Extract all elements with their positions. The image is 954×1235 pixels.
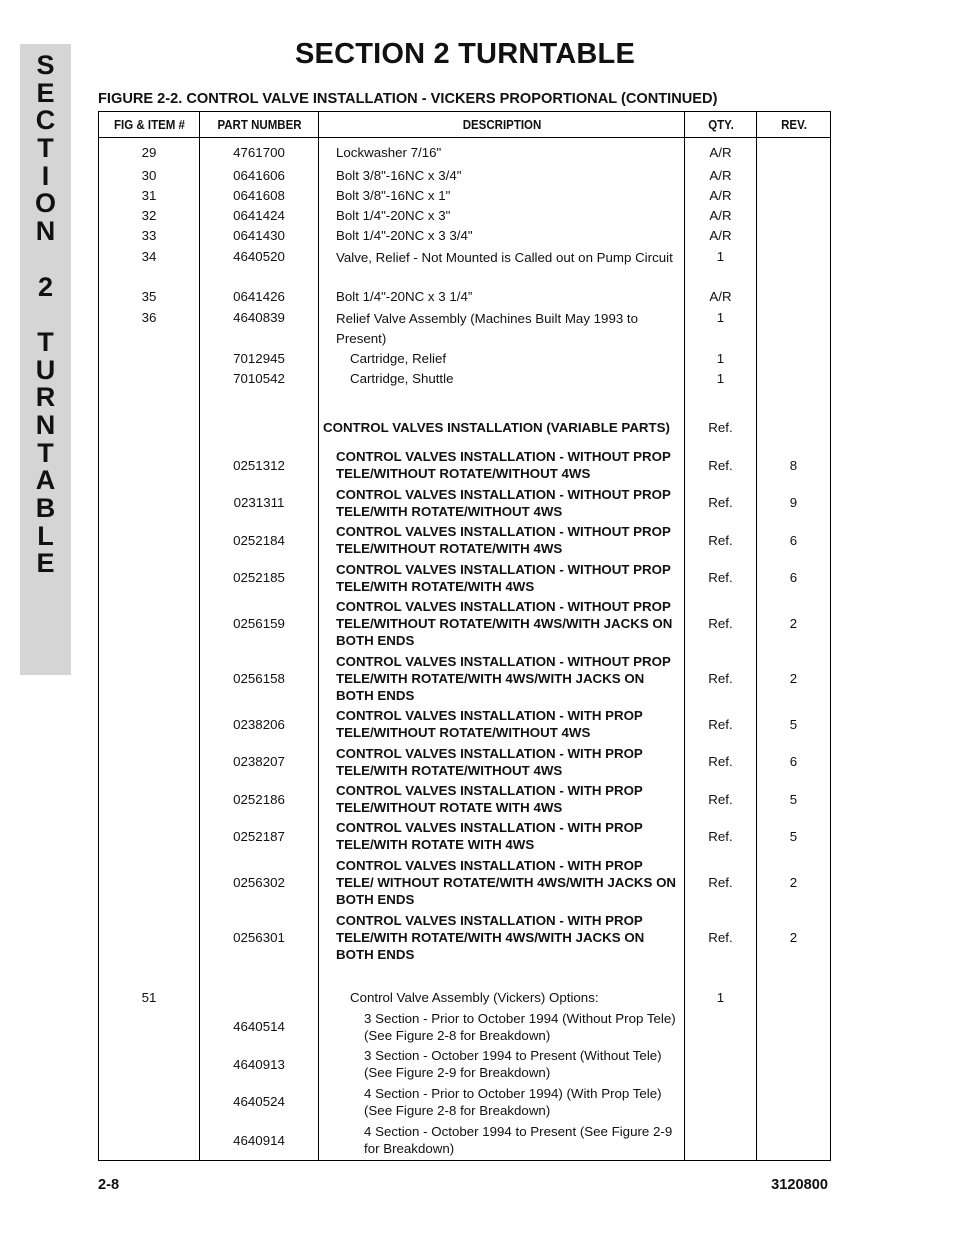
table-row: [99, 743, 831, 781]
cell-description: CONTROL VALVES INSTALLATION - WITH PROP TELE/WITHOUT ROTATE WITH 4WS: [319, 781, 685, 818]
cell-part-number: [200, 965, 319, 1008]
table-row: [99, 307, 831, 349]
cell-qty: Ref.: [685, 447, 757, 484]
cell-part-number: 7010542: [200, 369, 319, 389]
header-description: DESCRIPTION: [333, 112, 670, 138]
cell-fig: [99, 1083, 200, 1121]
side-letter: N: [35, 216, 56, 247]
cell-fig: 32: [99, 206, 200, 226]
cell-qty: [685, 1008, 757, 1046]
side-letter: N: [35, 409, 56, 440]
cell-description: CONTROL VALVES INSTALLATION - WITH PROP TELE/WITH ROTATE/WITH 4WS/WITH JACKS ON BOTH ENDS: [319, 910, 685, 965]
cell-fig: [99, 910, 200, 965]
cell-rev: 2: [757, 651, 831, 706]
cell-rev: [757, 307, 831, 349]
cell-qty: Ref.: [685, 743, 757, 781]
cell-description: CONTROL VALVES INSTALLATION - WITHOUT PROP TELE/WITH ROTATE/WITHOUT 4WS: [319, 484, 685, 522]
parts-table: [98, 111, 831, 1161]
cell-qty: Ref.: [685, 597, 757, 651]
side-letter: B: [35, 493, 56, 523]
cell-fig: [99, 484, 200, 522]
side-letter: O: [34, 188, 56, 219]
cell-part-number: [200, 389, 319, 447]
cell-qty: Ref.: [685, 706, 757, 743]
cell-description: Bolt 1/4"-20NC x 3": [319, 206, 685, 226]
side-letter: T: [37, 133, 54, 164]
cell-rev: 5: [757, 818, 831, 855]
cell-description: Bolt 3/8"-16NC x 3/4": [319, 166, 685, 186]
cell-description: Cartridge, Shuttle: [319, 369, 685, 389]
table-row: [99, 389, 831, 447]
cell-rev: 6: [757, 522, 831, 559]
cell-description: CONTROL VALVES INSTALLATION - WITHOUT PROP TELE/WITH ROTATE/WITH 4WS: [319, 559, 685, 597]
side-letter: 2: [37, 271, 54, 302]
cell-fig: 29: [99, 138, 200, 166]
table-row: [99, 186, 831, 206]
cell-rev: [757, 287, 831, 307]
cell-description: CONTROL VALVES INSTALLATION - WITH PROP TELE/ WITHOUT ROTATE/WITH 4WS/WITH JACKS ON BOTH ENDS: [319, 855, 685, 910]
cell-qty: A/R: [685, 206, 757, 226]
table-row: [99, 522, 831, 559]
side-letter: E: [36, 77, 55, 108]
cell-description: CONTROL VALVES INSTALLATION - WITHOUT PROP TELE/WITHOUT ROTATE/WITHOUT 4WS: [319, 447, 685, 484]
cell-description: Bolt 1/4"-20NC x 3 3/4": [319, 226, 685, 246]
cell-part-number: 0256301: [200, 910, 319, 965]
side-letter: L: [37, 520, 54, 551]
cell-description: Bolt 1/4"-20NC x 3 1/4”: [319, 287, 685, 307]
cell-qty: 1: [685, 349, 757, 369]
table-row: [99, 226, 831, 246]
table-row: [99, 246, 831, 287]
cell-qty: A/R: [685, 287, 757, 307]
cell-fig: [99, 855, 200, 910]
cell-description: 4 Section - Prior to October 1994) (With Prop Tele) (See Figure 2-8 for Breakdown): [319, 1083, 685, 1121]
side-letter: T: [37, 437, 54, 468]
cell-qty: [685, 1046, 757, 1083]
cell-fig: 35: [99, 287, 200, 307]
cell-part-number: 4640520: [200, 246, 319, 287]
cell-rev: 8: [757, 447, 831, 484]
cell-qty: 1: [685, 307, 757, 349]
header-qty: QTY.: [687, 112, 753, 138]
cell-qty: Ref.: [685, 781, 757, 818]
cell-part-number: 4640524: [200, 1083, 319, 1121]
cell-fig: 36: [99, 307, 200, 349]
table-row: [99, 447, 831, 484]
cell-rev: [757, 369, 831, 389]
cell-rev: [757, 206, 831, 226]
cell-rev: 5: [757, 706, 831, 743]
cell-fig: [99, 389, 200, 447]
cell-part-number: 4640914: [200, 1121, 319, 1161]
cell-part-number: 0641606: [200, 166, 319, 186]
cell-fig: [99, 818, 200, 855]
cell-qty: Ref.: [685, 522, 757, 559]
side-letter: S: [36, 50, 55, 80]
cell-rev: [757, 1046, 831, 1083]
cell-rev: [757, 186, 831, 206]
cell-fig: [99, 559, 200, 597]
cell-description: CONTROL VALVES INSTALLATION - WITHOUT PROP TELE/WITHOUT ROTATE/WITH 4WS/WITH JACKS ON BOTH ENDS: [319, 597, 685, 651]
side-letter: C: [35, 105, 56, 136]
cell-rev: [757, 1121, 831, 1161]
cell-description: 3 Section - October 1994 to Present (Without Tele) (See Figure 2-9 for Breakdown): [319, 1046, 685, 1083]
table-row: [99, 910, 831, 965]
table-row: [99, 138, 831, 166]
table-row: [99, 484, 831, 522]
table-row: [99, 1121, 831, 1161]
cell-qty: Ref.: [685, 559, 757, 597]
side-letter: I: [41, 160, 50, 191]
cell-rev: 6: [757, 743, 831, 781]
cell-rev: 2: [757, 597, 831, 651]
cell-part-number: 0252187: [200, 818, 319, 855]
table-row: [99, 781, 831, 818]
cell-qty: A/R: [685, 226, 757, 246]
cell-part-number: 4761700: [200, 138, 319, 166]
cell-qty: A/R: [685, 138, 757, 166]
cell-fig: [99, 447, 200, 484]
cell-fig: [99, 781, 200, 818]
cell-part-number: 0231311: [200, 484, 319, 522]
cell-rev: 6: [757, 559, 831, 597]
cell-part-number: 0641426: [200, 287, 319, 307]
cell-qty: 1: [685, 246, 757, 287]
table-row: [99, 1083, 831, 1121]
cell-fig: 51: [99, 965, 200, 1008]
cell-description: CONTROL VALVES INSTALLATION - WITH PROP TELE/WITH ROTATE/WITHOUT 4WS: [319, 743, 685, 781]
cell-description: CONTROL VALVES INSTALLATION - WITH PROP TELE/WITHOUT ROTATE/WITHOUT 4WS: [319, 706, 685, 743]
header-part-number: PART NUMBER: [204, 112, 313, 138]
cell-description: CONTROL VALVES INSTALLATION (VARIABLE PARTS): [319, 389, 685, 447]
cell-rev: [757, 389, 831, 447]
cell-description: Lockwasher 7/16": [319, 138, 685, 166]
table-row: [99, 965, 831, 1008]
cell-description: Bolt 3/8"-16NC x 1": [319, 186, 685, 206]
cell-rev: [757, 166, 831, 186]
table-row: [99, 855, 831, 910]
cell-rev: [757, 138, 831, 166]
cell-rev: 9: [757, 484, 831, 522]
table-row: [99, 349, 831, 369]
cell-rev: [757, 226, 831, 246]
cell-part-number: 0238207: [200, 743, 319, 781]
cell-description: CONTROL VALVES INSTALLATION - WITH PROP TELE/WITH ROTATE WITH 4WS: [319, 818, 685, 855]
cell-fig: 30: [99, 166, 200, 186]
cell-qty: Ref.: [685, 651, 757, 706]
cell-fig: [99, 349, 200, 369]
cell-qty: Ref.: [685, 855, 757, 910]
cell-part-number: 0256158: [200, 651, 319, 706]
figure-title: FIGURE 2-2. CONTROL VALVE INSTALLATION - VICKERS PROPORTIONAL (CONTINUED): [98, 91, 718, 107]
side-letter: U: [35, 354, 56, 385]
cell-part-number: 0252184: [200, 522, 319, 559]
cell-description: 4 Section - October 1994 to Present (See Figure 2-9 for Breakdown): [319, 1121, 685, 1161]
cell-part-number: 4640514: [200, 1008, 319, 1046]
cell-rev: 2: [757, 910, 831, 965]
header-fig-item: FIG & ITEM #: [103, 112, 196, 138]
table-row: [99, 1008, 831, 1046]
cell-fig: [99, 651, 200, 706]
side-tab-letters: [20, 52, 71, 578]
cell-part-number: 0256302: [200, 855, 319, 910]
table-row: [99, 206, 831, 226]
section-side-tab: [20, 44, 71, 675]
table-row: [99, 369, 831, 389]
cell-part-number: 4640913: [200, 1046, 319, 1083]
table-row: [99, 651, 831, 706]
cell-part-number: 0256159: [200, 597, 319, 651]
side-letter: T: [37, 326, 54, 357]
cell-qty: Ref.: [685, 818, 757, 855]
cell-rev: [757, 1083, 831, 1121]
cell-part-number: 0252186: [200, 781, 319, 818]
cell-part-number: 7012945: [200, 349, 319, 369]
cell-fig: [99, 1121, 200, 1161]
cell-fig: [99, 597, 200, 651]
side-letter: R: [35, 382, 56, 413]
cell-fig: 31: [99, 186, 200, 206]
cell-rev: [757, 1008, 831, 1046]
cell-part-number: 0641424: [200, 206, 319, 226]
cell-qty: Ref.: [685, 389, 757, 447]
cell-qty: [685, 1121, 757, 1161]
cell-description: Relief Valve Assembly (Machines Built May 1993 to Present): [319, 307, 685, 349]
table-row: [99, 287, 831, 307]
table-row: [99, 166, 831, 186]
cell-qty: A/R: [685, 186, 757, 206]
cell-part-number: 4640839: [200, 307, 319, 349]
cell-fig: [99, 1046, 200, 1083]
document-number: 3120800: [771, 1177, 828, 1193]
table-header-row: [99, 112, 831, 138]
cell-fig: 33: [99, 226, 200, 246]
cell-rev: [757, 246, 831, 287]
cell-part-number: 0641608: [200, 186, 319, 206]
table-row: [99, 597, 831, 651]
cell-description: 3 Section - Prior to October 1994 (Without Prop Tele) (See Figure 2-8 for Breakdown): [319, 1008, 685, 1046]
cell-description: CONTROL VALVES INSTALLATION - WITHOUT PROP TELE/WITHOUT ROTATE/WITH 4WS: [319, 522, 685, 559]
cell-part-number: 0641430: [200, 226, 319, 246]
cell-fig: [99, 706, 200, 743]
header-rev: REV.: [759, 112, 827, 138]
cell-fig: [99, 1008, 200, 1046]
table-row: [99, 1046, 831, 1083]
cell-description: Cartridge, Relief: [319, 349, 685, 369]
cell-fig: 34: [99, 246, 200, 287]
side-letter: A: [35, 465, 56, 496]
cell-fig: [99, 369, 200, 389]
table-row: [99, 559, 831, 597]
cell-qty: 1: [685, 369, 757, 389]
cell-fig: [99, 743, 200, 781]
cell-qty: Ref.: [685, 484, 757, 522]
cell-description: CONTROL VALVES INSTALLATION - WITHOUT PROP TELE/WITH ROTATE/WITH 4WS/WITH JACKS ON BOTH ENDS: [319, 651, 685, 706]
cell-part-number: 0251312: [200, 447, 319, 484]
page-number: 2-8: [98, 1177, 120, 1193]
cell-rev: [757, 965, 831, 1008]
cell-qty: 1: [685, 965, 757, 1008]
side-letter: E: [36, 548, 55, 579]
table-row: [99, 706, 831, 743]
cell-part-number: 0252185: [200, 559, 319, 597]
cell-qty: [685, 1083, 757, 1121]
section-title: SECTION 2 TURNTABLE: [295, 38, 635, 70]
cell-rev: 5: [757, 781, 831, 818]
cell-description: Control Valve Assembly (Vickers) Options:: [319, 965, 685, 1008]
cell-rev: [757, 349, 831, 369]
cell-fig: [99, 522, 200, 559]
cell-part-number: 0238206: [200, 706, 319, 743]
table-row: [99, 818, 831, 855]
cell-qty: A/R: [685, 166, 757, 186]
cell-description: Valve, Relief - Not Mounted is Called out on Pump Circuit: [319, 246, 685, 287]
cell-qty: Ref.: [685, 910, 757, 965]
cell-rev: 2: [757, 855, 831, 910]
